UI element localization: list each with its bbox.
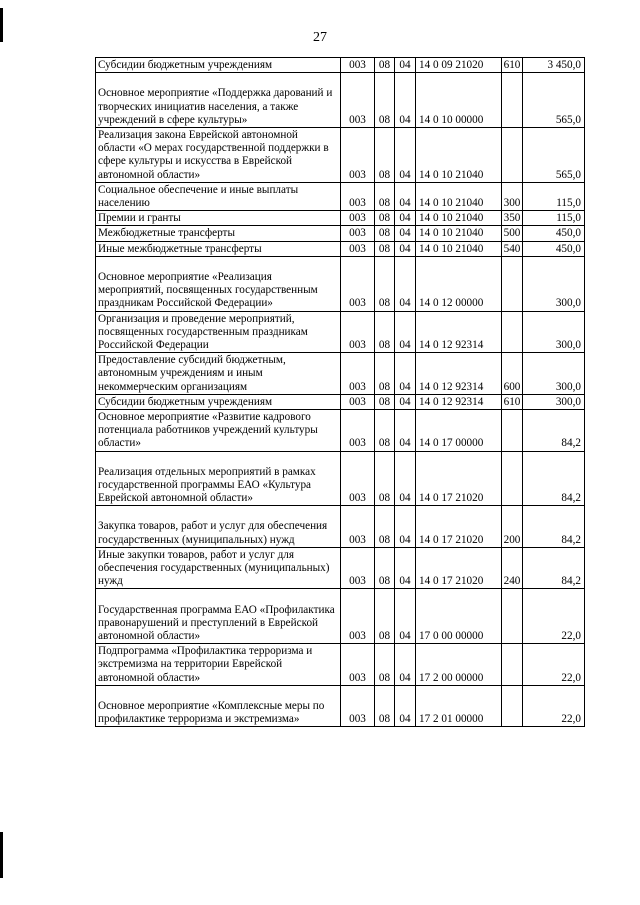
target-article-code: 14 0 10 00000 (416, 73, 502, 128)
target-article-code: 14 0 12 92314 (416, 311, 502, 353)
section-code: 08 (375, 241, 395, 256)
expense-type-code: 610 (502, 58, 523, 73)
amount: 115,0 (523, 182, 585, 210)
table-row (96, 409, 585, 451)
subsection-code: 04 (395, 241, 416, 256)
expense-type-code: 500 (502, 226, 523, 241)
section-code: 08 (375, 73, 395, 128)
subsection-code: 04 (395, 685, 416, 727)
section-code: 08 (375, 311, 395, 353)
target-article-code: 17 2 01 00000 (416, 685, 502, 727)
admin-code: 003 (341, 73, 375, 128)
amount: 300,0 (523, 353, 585, 395)
amount: 22,0 (523, 644, 585, 686)
expense-type-code (502, 256, 523, 311)
expense-type-code (502, 451, 523, 506)
section-code: 08 (375, 127, 395, 182)
amount: 450,0 (523, 241, 585, 256)
expense-item-name: Предоставление субсидий бюджетным, автономным учреждениям и иным некоммерческим организациям (96, 353, 341, 395)
scan-edge-mark-bottom (0, 832, 3, 878)
table-row (96, 644, 585, 686)
expense-item-name: Основное мероприятие «Поддержка дарований и творческих инициатив населения, а также учреждений в сфере культуры» (96, 73, 341, 128)
expense-type-code (502, 644, 523, 686)
section-code: 08 (375, 226, 395, 241)
admin-code: 003 (341, 685, 375, 727)
expense-item-name: Реализация закона Еврейской автономной области «О мерах государственной поддержки в сфере культуры и искусства в Еврейской автономной области» (96, 127, 341, 182)
amount: 84,2 (523, 451, 585, 506)
section-code: 08 (375, 182, 395, 210)
subsection-code: 04 (395, 353, 416, 395)
admin-code: 003 (341, 353, 375, 395)
subsection-code: 04 (395, 409, 416, 451)
expense-type-code: 300 (502, 182, 523, 210)
table-row (96, 547, 585, 589)
amount: 565,0 (523, 73, 585, 128)
amount: 3 450,0 (523, 58, 585, 73)
admin-code: 003 (341, 589, 375, 644)
section-code: 08 (375, 506, 395, 548)
expense-type-code: 610 (502, 394, 523, 409)
subsection-code: 04 (395, 127, 416, 182)
subsection-code: 04 (395, 547, 416, 589)
table-row (96, 241, 585, 256)
expense-item-name: Межбюджетные трансферты (96, 226, 341, 241)
subsection-code: 04 (395, 182, 416, 210)
section-code: 08 (375, 547, 395, 589)
table-row (96, 73, 585, 128)
expense-type-code: 350 (502, 211, 523, 226)
expense-item-name: Государственная программа ЕАО «Профилактика правонарушений и преступлений в Еврейской автономной области» (96, 589, 341, 644)
admin-code: 003 (341, 409, 375, 451)
expense-item-name: Иные закупки товаров, работ и услуг для обеспечения государственных (муниципальных) нужд (96, 547, 341, 589)
expense-type-code: 540 (502, 241, 523, 256)
page-number: 27 (313, 30, 327, 45)
target-article-code: 14 0 10 21040 (416, 241, 502, 256)
admin-code: 003 (341, 506, 375, 548)
target-article-code: 14 0 10 21040 (416, 182, 502, 210)
amount: 84,2 (523, 506, 585, 548)
table-row (96, 211, 585, 226)
expense-type-code (502, 127, 523, 182)
amount: 565,0 (523, 127, 585, 182)
expense-item-name: Основное мероприятие «Комплексные меры по профилактике терроризма и экстремизма» (96, 685, 341, 727)
amount: 115,0 (523, 211, 585, 226)
expense-item-name: Подпрограмма «Профилактика терроризма и экстремизма на территории Еврейской автономной области» (96, 644, 341, 686)
admin-code: 003 (341, 547, 375, 589)
section-code: 08 (375, 256, 395, 311)
amount: 22,0 (523, 685, 585, 727)
expense-item-name: Премии и гранты (96, 211, 341, 226)
table-row (96, 58, 585, 73)
subsection-code: 04 (395, 58, 416, 73)
target-article-code: 14 0 12 92314 (416, 394, 502, 409)
target-article-code: 14 0 09 21020 (416, 58, 502, 73)
target-article-code: 17 2 00 00000 (416, 644, 502, 686)
table-row (96, 256, 585, 311)
admin-code: 003 (341, 58, 375, 73)
admin-code: 003 (341, 256, 375, 311)
table-row (96, 127, 585, 182)
subsection-code: 04 (395, 256, 416, 311)
budget-table-body (96, 58, 585, 727)
table-row (96, 182, 585, 210)
table-row (96, 394, 585, 409)
admin-code: 003 (341, 127, 375, 182)
section-code: 08 (375, 644, 395, 686)
expense-type-code: 600 (502, 353, 523, 395)
target-article-code: 14 0 17 21020 (416, 451, 502, 506)
expense-item-name: Субсидии бюджетным учреждениям (96, 394, 341, 409)
subsection-code: 04 (395, 394, 416, 409)
admin-code: 003 (341, 182, 375, 210)
table-row (96, 226, 585, 241)
admin-code: 003 (341, 394, 375, 409)
table-row (96, 685, 585, 727)
expense-type-code: 240 (502, 547, 523, 589)
expense-item-name: Основное мероприятие «Развитие кадрового потенциала работников учреждений культуры области» (96, 409, 341, 451)
target-article-code: 14 0 12 00000 (416, 256, 502, 311)
target-article-code: 14 0 10 21040 (416, 211, 502, 226)
table-row (96, 311, 585, 353)
subsection-code: 04 (395, 211, 416, 226)
table-row (96, 353, 585, 395)
amount: 84,2 (523, 409, 585, 451)
table-row (96, 451, 585, 506)
expense-type-code (502, 73, 523, 128)
expense-item-name: Субсидии бюджетным учреждениям (96, 58, 341, 73)
expense-item-name: Иные межбюджетные трансферты (96, 241, 341, 256)
section-code: 08 (375, 394, 395, 409)
section-code: 08 (375, 211, 395, 226)
expense-item-name: Реализация отдельных мероприятий в рамках государственной программы ЕАО «Культура Еврейской автономной области» (96, 451, 341, 506)
expense-item-name: Социальное обеспечение и иные выплаты населению (96, 182, 341, 210)
target-article-code: 14 0 10 21040 (416, 127, 502, 182)
table-row (96, 589, 585, 644)
amount: 300,0 (523, 311, 585, 353)
target-article-code: 14 0 10 21040 (416, 226, 502, 241)
section-code: 08 (375, 685, 395, 727)
admin-code: 003 (341, 226, 375, 241)
amount: 300,0 (523, 256, 585, 311)
expense-type-code (502, 311, 523, 353)
subsection-code: 04 (395, 226, 416, 241)
expense-type-code (502, 589, 523, 644)
admin-code: 003 (341, 644, 375, 686)
subsection-code: 04 (395, 589, 416, 644)
target-article-code: 17 0 00 00000 (416, 589, 502, 644)
table-row (96, 506, 585, 548)
subsection-code: 04 (395, 73, 416, 128)
admin-code: 003 (341, 211, 375, 226)
admin-code: 003 (341, 451, 375, 506)
admin-code: 003 (341, 311, 375, 353)
target-article-code: 14 0 12 92314 (416, 353, 502, 395)
target-article-code: 14 0 17 21020 (416, 506, 502, 548)
subsection-code: 04 (395, 506, 416, 548)
target-article-code: 14 0 17 21020 (416, 547, 502, 589)
expense-item-name: Закупка товаров, работ и услуг для обеспечения государственных (муниципальных) нужд (96, 506, 341, 548)
amount: 22,0 (523, 589, 585, 644)
amount: 300,0 (523, 394, 585, 409)
expense-type-code (502, 409, 523, 451)
expense-item-name: Организация и проведение мероприятий, посвященных государственным праздникам Российской Федерации (96, 311, 341, 353)
subsection-code: 04 (395, 451, 416, 506)
subsection-code: 04 (395, 644, 416, 686)
budget-table (95, 57, 585, 727)
expense-item-name: Основное мероприятие «Реализация мероприятий, посвященных государственным праздникам Российской Федерации» (96, 256, 341, 311)
section-code: 08 (375, 353, 395, 395)
section-code: 08 (375, 58, 395, 73)
section-code: 08 (375, 451, 395, 506)
admin-code: 003 (341, 241, 375, 256)
expense-type-code: 200 (502, 506, 523, 548)
target-article-code: 14 0 17 00000 (416, 409, 502, 451)
section-code: 08 (375, 589, 395, 644)
expense-type-code (502, 685, 523, 727)
section-code: 08 (375, 409, 395, 451)
amount: 84,2 (523, 547, 585, 589)
amount: 450,0 (523, 226, 585, 241)
subsection-code: 04 (395, 311, 416, 353)
